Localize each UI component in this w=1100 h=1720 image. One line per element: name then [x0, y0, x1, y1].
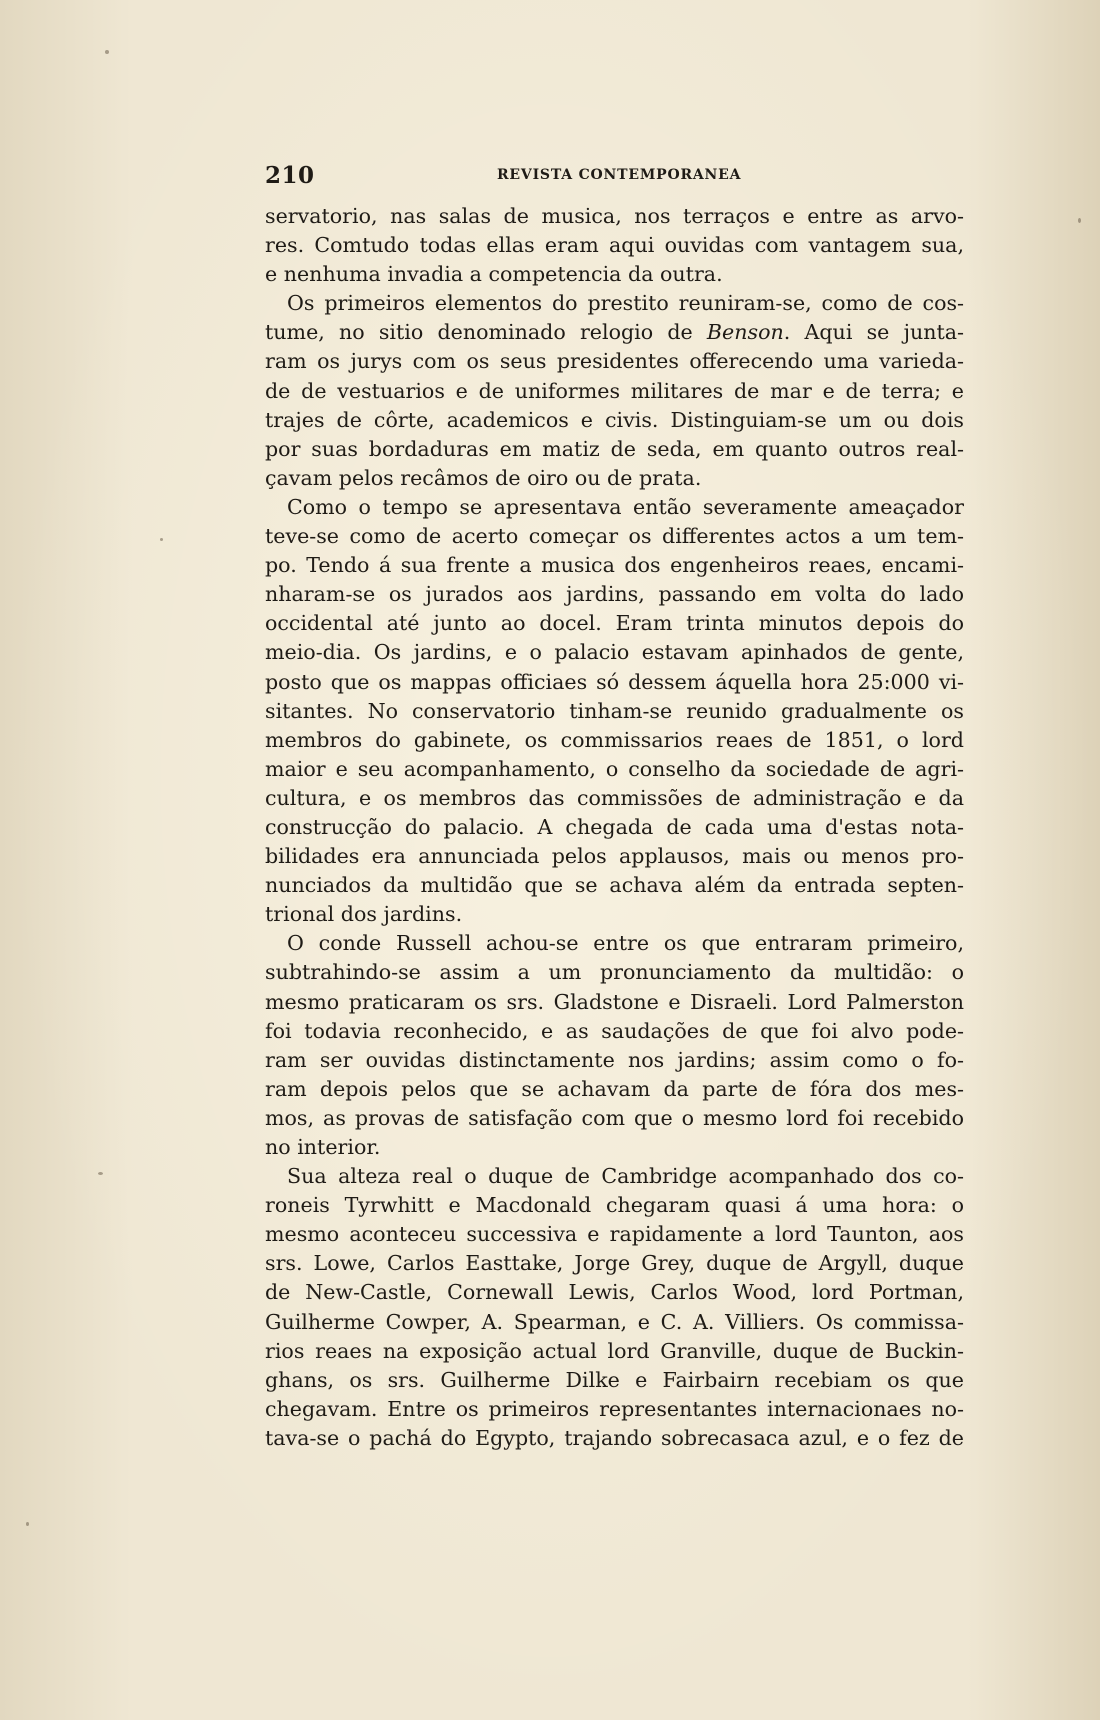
text-line: Sua alteza real o duque de Cambridge acompanhado dos co-: [287, 1164, 964, 1189]
text-line: bilidades era annunciada pelos applausos, mais ou menos pro-: [265, 844, 964, 869]
text-line: srs. Lowe, Carlos Easttake, Jorge Grey, duque de Argyll, duque: [265, 1251, 964, 1276]
text-line: foi todavia reconhecido, e as saudações de que foi alvo pode-: [265, 1018, 964, 1043]
text-line: tume, no sitio denominado relogio de Benson. Aqui se junta-: [265, 320, 964, 345]
text-line: chegavam. Entre os primeiros representantes internacionaes no-: [265, 1396, 964, 1421]
text-line: cultura, e os membros das commissões de administração e da: [265, 785, 964, 810]
text-line: sitantes. No conservatorio tinham-se reunido gradualmente os: [265, 698, 964, 723]
text-line: ram depois pelos que se achavam da parte de fóra dos mes-: [265, 1076, 964, 1101]
ink-speck: [160, 538, 163, 541]
text-line: po. Tendo á sua frente a musica dos engenheiros reaes, encami-: [265, 553, 964, 578]
text-line: mesmo praticaram os srs. Gladstone e Disraeli. Lord Palmerston: [265, 989, 964, 1014]
text-line: res. Comtudo todas ellas eram aqui ouvidas com vantagem sua,: [265, 233, 964, 258]
text-line: mos, as provas de satisfação com que o mesmo lord foi recebido: [265, 1105, 964, 1130]
text-line: teve-se como de acerto começar os differentes actos a um tem-: [265, 524, 964, 549]
text-line: nharam-se os jurados aos jardins, passando em volta do lado: [265, 582, 964, 607]
paragraph: [265, 1162, 964, 1453]
page-number: 210: [265, 162, 315, 189]
text-line: meio-dia. Os jardins, e o palacio estavam apinhados de gente,: [265, 640, 964, 665]
text-line: tava-se o pachá do Egypto, trajando sobrecasaca azul, e o fez de: [265, 1425, 964, 1450]
text-line: trional dos jardins.: [265, 902, 463, 927]
text-line: maior e seu acompanhamento, o conselho da sociedade de agri-: [265, 756, 964, 781]
text-line: ram os jurys com os seus presidentes offerecendo uma varieda-: [265, 349, 964, 374]
text-line: roneis Tyrwhitt e Macdonald chegaram quasi á uma hora: o: [265, 1193, 964, 1218]
text-line: rios reaes na exposição actual lord Granville, duque de Buckin-: [265, 1338, 964, 1363]
text-line: de de vestuarios e de uniformes militares de mar e de terra; e: [265, 378, 964, 403]
running-title: REVISTA CONTEMPORANEA: [497, 167, 742, 183]
text-line: de New-Castle, Cornewall Lewis, Carlos Wood, lord Portman,: [265, 1280, 964, 1305]
text-line: mesmo aconteceu successiva e rapidamente a lord Taunton, aos: [265, 1222, 964, 1247]
text-line: trajes de côrte, academicos e civis. Distinguiam-se um ou dois: [265, 407, 964, 432]
text-line: servatorio, nas salas de musica, nos terraços e entre as arvo-: [265, 204, 964, 228]
ink-speck: [105, 50, 109, 54]
ink-speck: [1078, 218, 1081, 223]
text-line: Guilherme Cowper, A. Spearman, e C. A. Villiers. Os commissa-: [265, 1309, 964, 1334]
page-header: [265, 162, 965, 192]
text-line: Como o tempo se apresentava então severamente ameaçador: [287, 494, 964, 519]
ink-speck: [26, 1522, 29, 1526]
text-line: construcção do palacio. A chegada de cada uma d'estas nota-: [265, 814, 964, 839]
text-line: e nenhuma invadia a competencia da outra.: [265, 262, 723, 287]
text-line: membros do gabinete, os commissarios reaes de 1851, o lord: [265, 727, 964, 752]
text-line: ram ser ouvidas distinctamente nos jardins; assim como o fo-: [265, 1047, 964, 1072]
text-line: O conde Russell achou-se entre os que entraram primeiro,: [287, 931, 964, 956]
paragraph: [265, 493, 964, 929]
text-line: no interior.: [265, 1135, 381, 1159]
paragraph: [265, 202, 964, 289]
article-body: [265, 202, 964, 1453]
text-line: Os primeiros elementos do prestito reuniram-se, como de cos-: [287, 291, 964, 316]
text-line: ghans, os srs. Guilherme Dilke e Fairbairn recebiam os que: [265, 1367, 964, 1392]
text-line: por suas bordaduras em matiz de seda, em quanto outros real-: [265, 436, 964, 461]
ink-speck: [98, 1172, 103, 1175]
text-line: nunciados da multidão que se achava além da entrada septen-: [265, 873, 964, 898]
text-line: occidental até junto ao docel. Eram trinta minutos depois do: [265, 611, 964, 636]
italic-name: Benson: [706, 320, 784, 345]
text-line: subtrahindo-se assim a um pronunciamento da multidão: o: [265, 960, 964, 985]
text-line: posto que os mappas officiaes só dessem áquella hora 25:000 vi-: [265, 669, 964, 694]
paragraph: [265, 289, 964, 493]
text-line: çavam pelos recâmos de oiro ou de prata.: [265, 465, 702, 490]
paragraph: [265, 929, 964, 1162]
